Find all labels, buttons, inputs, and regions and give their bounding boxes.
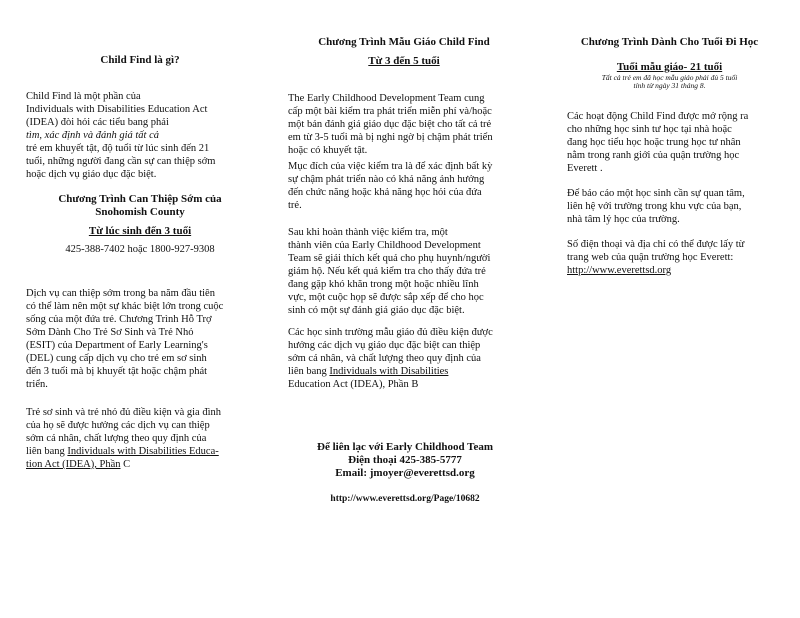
text-line: nhà tâm lý học của trường. xyxy=(567,214,680,225)
text-line: nằm trong ranh giới của quận trường học xyxy=(567,150,740,161)
text-span: liên bang xyxy=(26,446,68,457)
law-name: Individuals with Disabilities xyxy=(329,366,449,377)
preschool-eligibility-paragraph xyxy=(288,326,520,391)
text-line: liên hệ với trường trong khu vực của bạn, xyxy=(567,201,742,212)
screening-paragraph xyxy=(288,92,520,157)
text-line: Dịch vụ can thiệp sớm trong ba năm đầu tiên xyxy=(26,288,215,299)
text-line: giám hộ. Nếu kết quả kiểm tra cho thấy đứa trẻ xyxy=(288,266,486,277)
text-line: tìm, xác định và đánh giá tất cả xyxy=(26,130,159,141)
text-line: trang web của quận trường học Everett: xyxy=(567,252,734,263)
phone-numbers: 425-388-7402 hoặc 1800-927-9308 xyxy=(65,244,215,255)
text-line: của họ sẽ được hưởng các dịch vụ can thiệp xyxy=(26,420,210,431)
text-span: liên bang xyxy=(288,366,330,377)
child-find-paragraph xyxy=(567,110,772,175)
section-title: Chương Trình Mẫu Giáo Child Find xyxy=(318,36,490,48)
text-line: đến chức năng hoặc khả năng học hỏi của đứa xyxy=(288,187,482,198)
text-line: Trẻ sơ sinh và trẻ nhỏ đủ điều kiện và gia đình xyxy=(26,407,222,418)
text-line: có thể làm nên một sự khác biệt lớn trong cuộc xyxy=(26,301,224,312)
text-line: cấp một bài kiểm tra phát triển miễn phí và/hoặc xyxy=(288,106,492,117)
law-name: Individuals with Disabilities Educa- xyxy=(67,446,219,457)
text-line: (IDEA) đòi hỏi các tiểu bang phải xyxy=(26,117,169,128)
text-line: thành viên của Early Childhood Development xyxy=(288,240,481,251)
intro-paragraph xyxy=(26,90,254,181)
contact-info-paragraph xyxy=(567,238,772,277)
program-title: Chương Trình Can Thiệp Sớm của xyxy=(58,193,222,205)
age-range: Tuổi mẫu giáo- 21 tuổi xyxy=(616,61,723,73)
text-line: cho những học sinh tư học tại nhà hoặc xyxy=(567,124,732,135)
text-line: Child Find là một phần của xyxy=(26,91,141,102)
text-line: hoặc có khuyết tật. xyxy=(288,145,368,156)
contact-email[interactable]: Email: jmoyer@everettsd.org xyxy=(335,467,475,479)
text-line: Các học sinh trường mẫu giáo đủ điều kiện được xyxy=(288,327,493,338)
text-line xyxy=(288,365,520,378)
purpose-paragraph xyxy=(288,160,520,212)
contact-block xyxy=(275,441,535,480)
results-paragraph xyxy=(288,226,520,317)
report-paragraph xyxy=(567,187,772,226)
text-line xyxy=(26,458,254,471)
text-line: sớm cá nhân, chất lượng theo quy định của xyxy=(26,433,207,444)
text-line: Team sẽ giải thích kết quả cho phụ huynh/người xyxy=(288,253,491,264)
text-line: một bản đánh giá giáo dục đặc biệt cho tất cả trẻ xyxy=(288,119,492,130)
text-line: đang gặp khó khăn trong một hoặc nhiều lĩnh xyxy=(288,279,479,290)
age-range: Từ 3 đến 5 tuổi xyxy=(368,55,440,67)
contact-phone: Điện thoại 425-385-5777 xyxy=(348,454,462,466)
text-line: trẻ em khuyết tật, độ tuổi từ lúc sinh đến 21 xyxy=(26,143,210,154)
text-line: hưởng các dịch vụ giáo dục đặc biệt can thiệp xyxy=(288,340,481,351)
district-website-link[interactable]: http://www.everettsd.org xyxy=(567,265,672,276)
text-line: Education Act (IDEA), Phần B xyxy=(288,379,419,390)
text-line: sống của một đứa trẻ. Chương Trình Hỗ Trợ xyxy=(26,314,212,325)
team-website-link[interactable]: http://www.everettsd.org/Page/10682 xyxy=(330,494,480,504)
text-line: Sớm Dành Cho Trẻ Sơ Sinh và Trẻ Nhỏ xyxy=(26,327,194,338)
text-span: C xyxy=(120,459,131,470)
text-line xyxy=(567,264,772,277)
text-line: Để báo cáo một học sinh cần sự quan tâm, xyxy=(567,188,745,199)
age-note: tính từ ngày 31 tháng 8. xyxy=(633,81,706,90)
text-line: Số điện thoại và địa chỉ có thể được lấy từ xyxy=(567,239,745,250)
text-line: Individuals with Disabilities Education Act xyxy=(26,104,208,115)
text-line: vực, một cuộc họp sẽ được sắp xếp để cho học xyxy=(288,292,484,303)
early-intervention-paragraph xyxy=(26,287,254,391)
text-line: Everett . xyxy=(567,163,603,174)
program-county: Snohomish County xyxy=(95,206,185,218)
text-line: em từ 3-5 tuổi mà bị nghi ngờ bị chậm phát triển xyxy=(288,132,493,143)
text-line: sinh có một sự đánh giá giáo dục đặc biệt. xyxy=(288,305,465,316)
text-line: Mục đích của việc kiểm tra là để xác định bất kỳ xyxy=(288,161,493,172)
text-line: Sau khi hoàn thành việc kiểm tra, một xyxy=(288,227,448,238)
text-line: sớm cá nhân, và chất lượng theo quy định của xyxy=(288,353,481,364)
text-line: Các hoạt động Child Find được mở rộng ra xyxy=(567,111,749,122)
text-line: (ESIT) của Department of Early Learning's xyxy=(26,340,208,351)
contact-heading: Để liên lạc với Early Childhood Team xyxy=(317,441,493,453)
section-title: Child Find là gì? xyxy=(100,54,180,66)
age-note: Tất cả trẻ em đã học mẫu giáo phải đủ 5 tuổi xyxy=(601,73,738,82)
text-line: (DEL) cung cấp dịch vụ cho trẻ em sơ sinh xyxy=(26,353,207,364)
eligibility-paragraph xyxy=(26,406,254,471)
law-name: tion Act (IDEA), Phần xyxy=(26,459,121,470)
text-line xyxy=(26,445,254,458)
text-line: sự chậm phát triển nào có khả năng ảnh hưởng xyxy=(288,174,485,185)
text-line: tuổi, những người đang cần sự can thiệp sớm xyxy=(26,156,216,167)
text-line: The Early Childhood Development Team cung xyxy=(288,93,485,104)
section-title: Chương Trình Dành Cho Tuổi Đi Học xyxy=(580,36,759,48)
text-line: đang học tiểu học hoặc trung học tư nhân xyxy=(567,137,741,148)
text-line: trẻ. xyxy=(288,200,302,211)
text-line: hoặc dịch vụ giáo dục đặc biệt. xyxy=(26,169,157,180)
age-range: Từ lúc sinh đến 3 tuổi xyxy=(88,225,192,237)
text-line: đến 3 tuổi mà bị khuyết tật hoặc chậm phát xyxy=(26,366,208,377)
text-line: triển. xyxy=(26,379,48,390)
